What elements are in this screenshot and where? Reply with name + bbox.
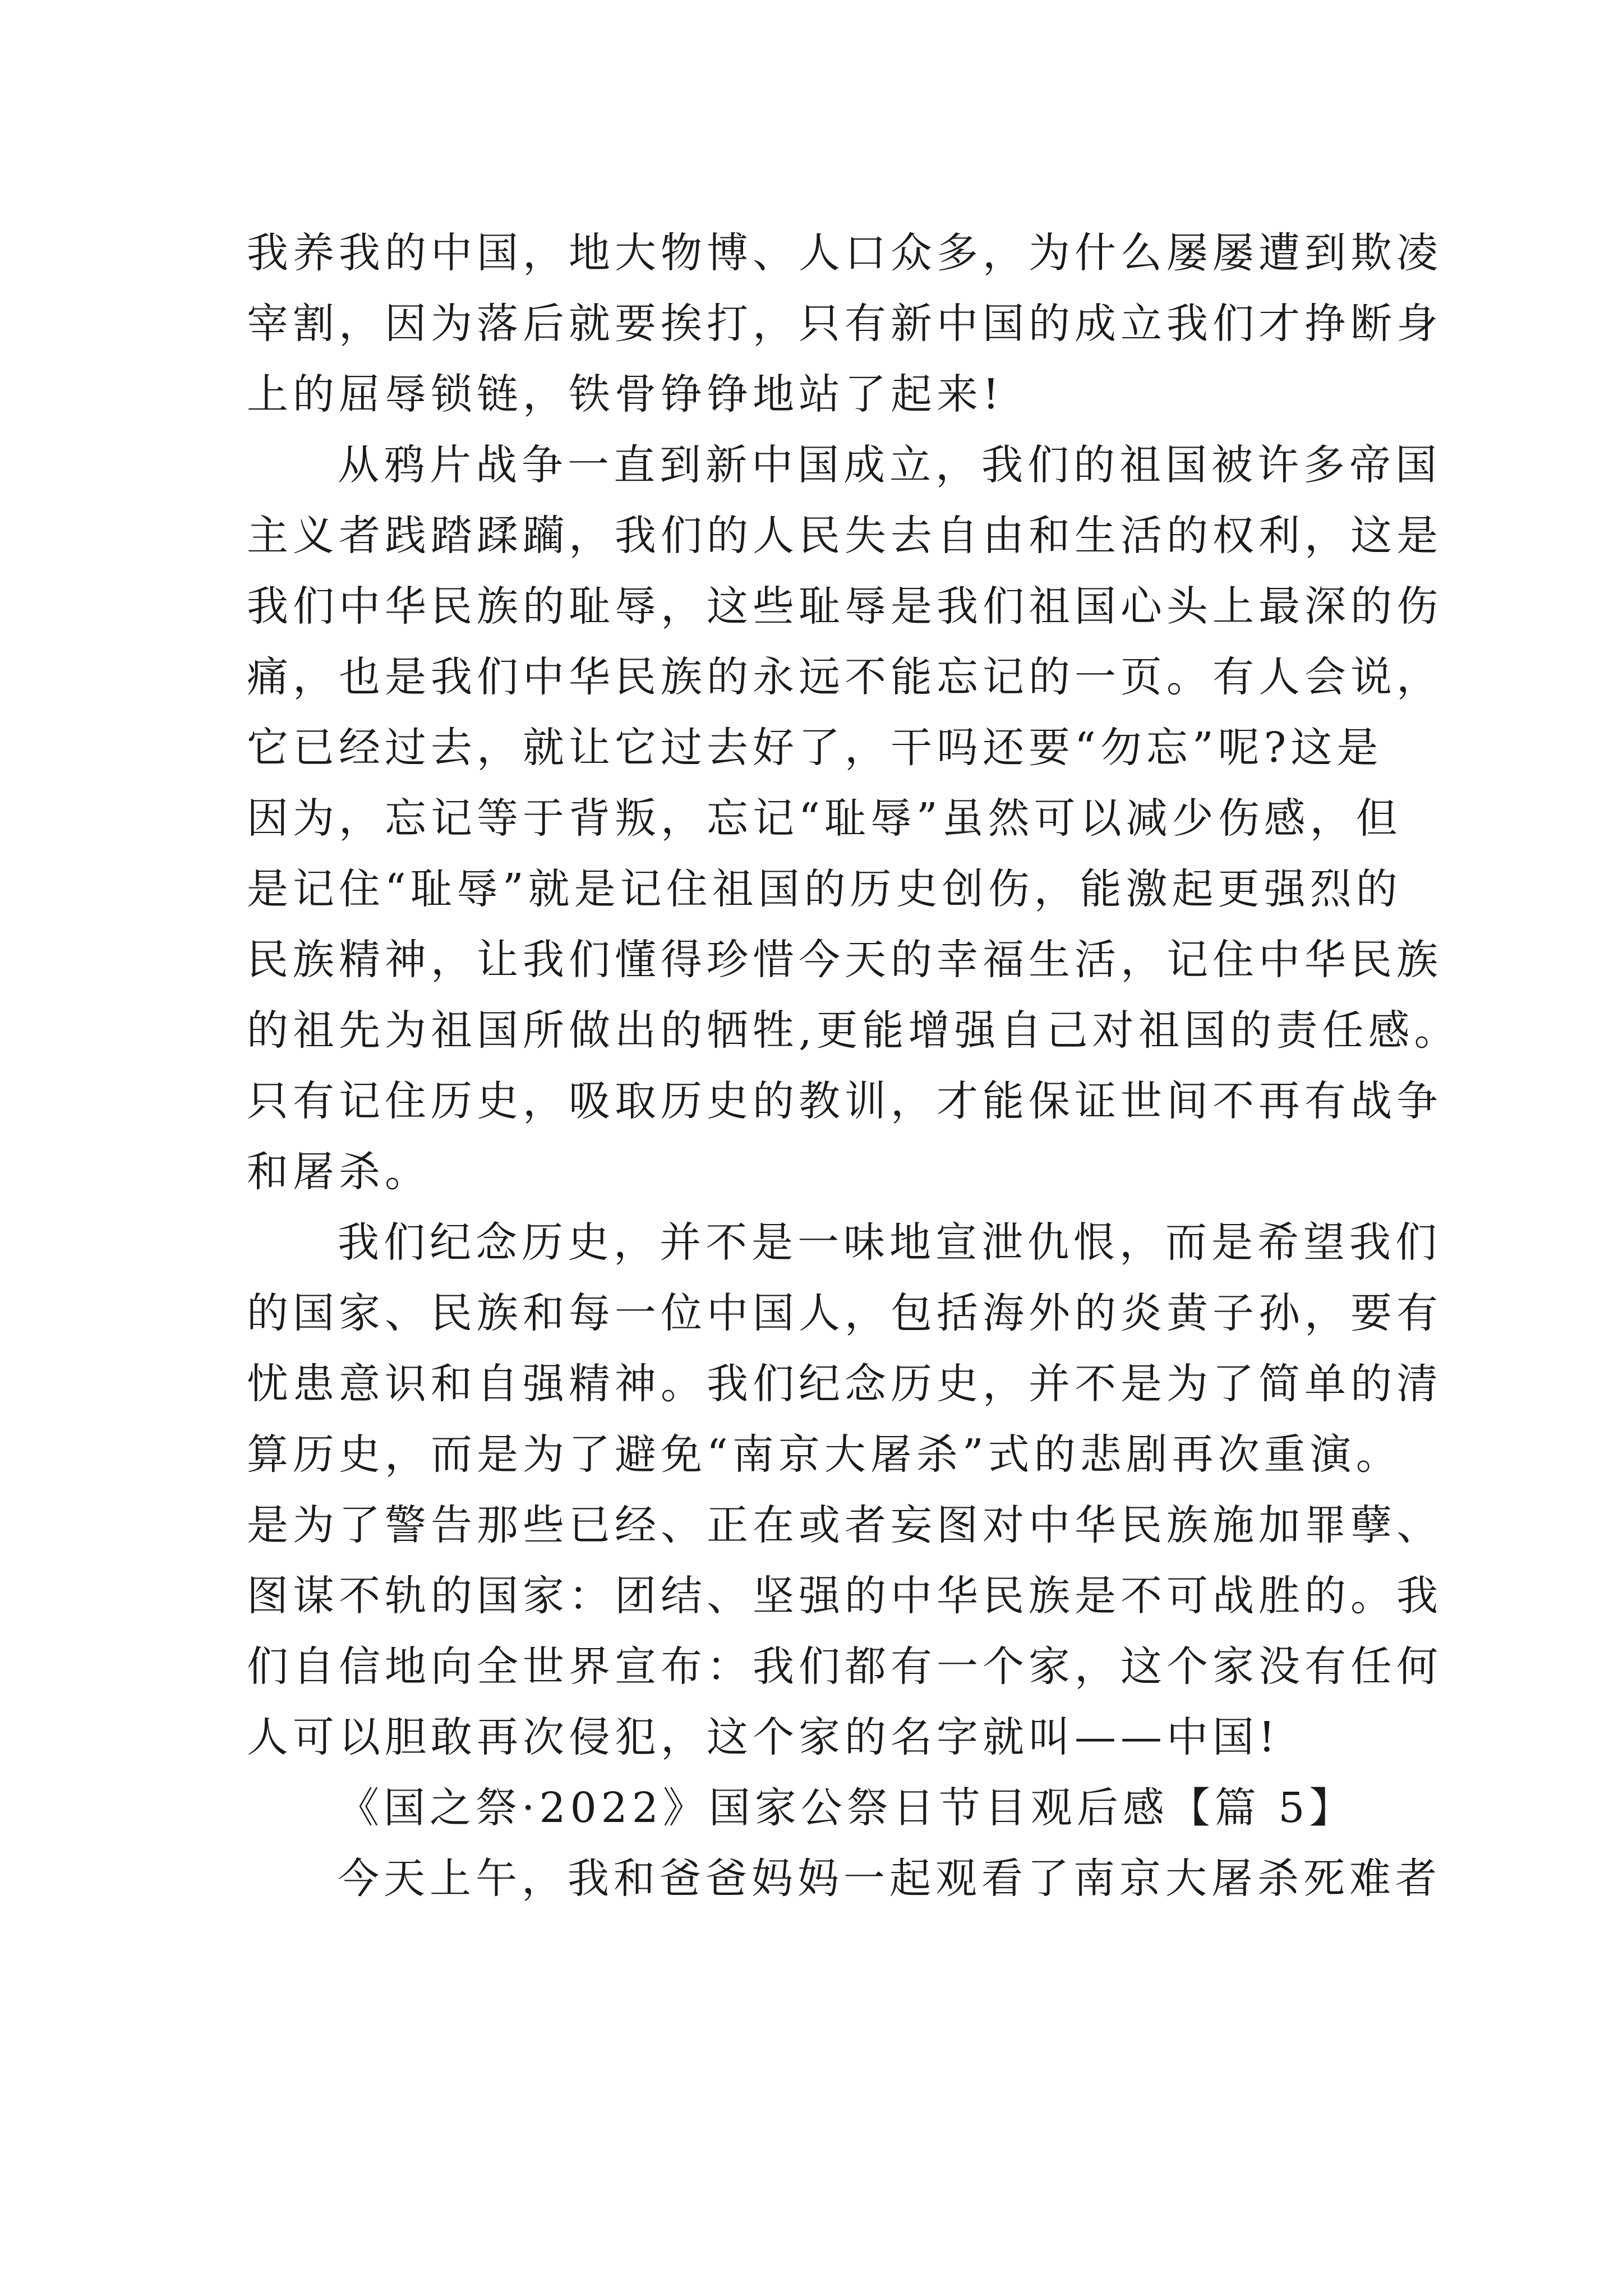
text-line: 的祖先为祖国所做出的牺牲,更能增强自己对祖国的责任感。 xyxy=(247,1006,1460,1055)
text-line: 上的屈辱锁链，铁骨铮铮地站了起来! xyxy=(247,370,1004,418)
text-line: 痛，也是我们中华民族的永远不能忘记的一页。有人会说， xyxy=(247,653,1442,701)
paragraph-4 xyxy=(247,1843,1441,1914)
text-line: 图谋不轨的国家：团结、坚强的中华民族是不可战胜的。我 xyxy=(247,1572,1442,1620)
text-line: 是为了警告那些已经、正在或者妄图对中华民族施加罪孽、 xyxy=(247,1501,1442,1549)
paragraph-2 xyxy=(247,430,1460,1207)
text-line: 们自信地向全世界宣布：我们都有一个家，这个家没有任何 xyxy=(247,1642,1442,1691)
text-line: 因为，忘记等于背叛，忘记“耻辱”虽然可以减少伤感，但 xyxy=(247,794,1402,843)
heading-line: 《国之祭·2022》国家公祭日节目观后感【篇 5】 xyxy=(338,1784,1355,1832)
text-line: 从鸦片战争一直到新中国成立，我们的祖国被许多帝国 xyxy=(338,441,1441,489)
text-line: 忧患意识和自强精神。我们纪念历史，并不是为了简单的清 xyxy=(247,1360,1442,1408)
text-line: 我养我的中国，地大物博、人口众多，为什么屡屡遭到欺凌 xyxy=(247,229,1442,277)
text-line: 的国家、民族和每一位中国人，包括海外的炎黄子孙，要有 xyxy=(247,1289,1442,1337)
paragraph-1 xyxy=(247,218,1442,430)
section-heading xyxy=(247,1773,1385,1843)
text-line: 我们纪念历史，并不是一味地宣泄仇恨，而是希望我们 xyxy=(338,1218,1441,1267)
text-line: 是记住“耻辱”就是记住祖国的历史创伤，能激起更强烈的 xyxy=(247,865,1402,913)
text-line: 我们中华民族的耻辱，这些耻辱是我们祖国心头上最深的伤 xyxy=(247,582,1442,631)
text-line: 人可以胆敢再次侵犯，这个家的名字就叫——中国! xyxy=(247,1713,1280,1761)
text-line: 算历史，而是为了避免“南京大屠杀”式的悲剧再次重演。 xyxy=(247,1430,1402,1479)
text-line: 宰割，因为落后就要挨打，只有新中国的成立我们才挣断身 xyxy=(247,300,1442,348)
text-line: 它已经过去，就让它过去好了，干吗还要“勿忘”呢?这是 xyxy=(247,724,1383,772)
text-line: 今天上午，我和爸爸妈妈一起观看了南京大屠杀死难者 xyxy=(338,1855,1441,1903)
paragraph-3 xyxy=(247,1207,1442,1773)
document-body xyxy=(247,218,1460,1914)
text-line: 和屠杀。 xyxy=(247,1148,431,1196)
text-line: 主义者践踏蹂躏，我们的人民失去自由和生活的权利，这是 xyxy=(247,512,1442,560)
text-line: 只有记住历史，吸取历史的教训，才能保证世间不再有战争 xyxy=(247,1077,1442,1125)
text-line: 民族精神，让我们懂得珍惜今天的幸福生活，记住中华民族 xyxy=(247,936,1442,984)
